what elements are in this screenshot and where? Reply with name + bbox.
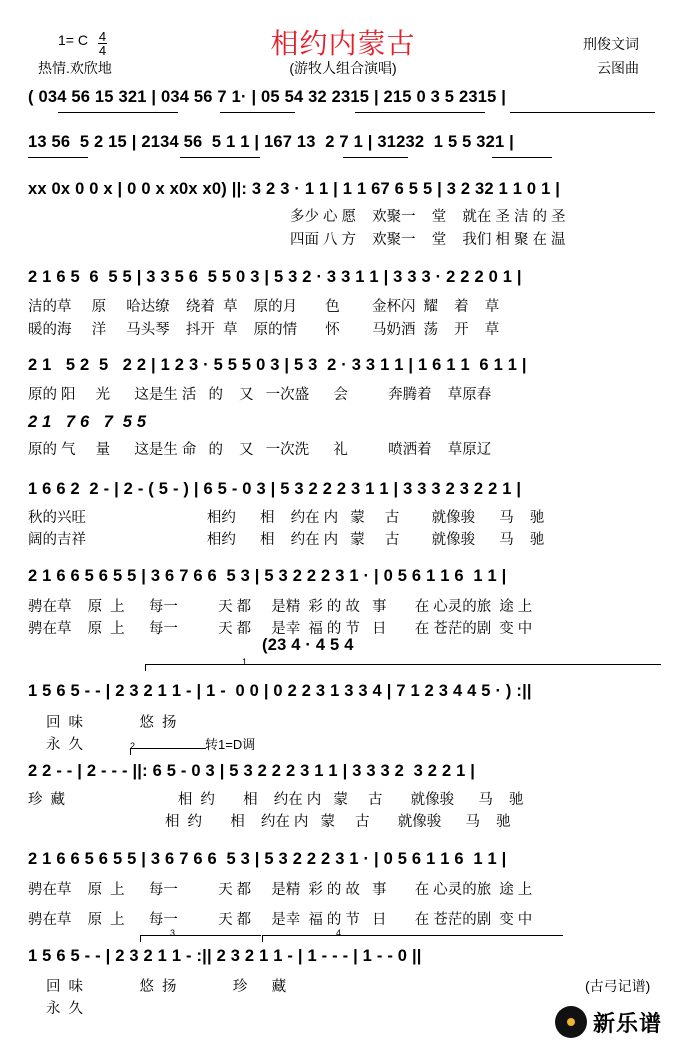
- lyricist-credit: 刑俊文词: [583, 36, 639, 52]
- time-signature-bottom: 4: [98, 43, 107, 58]
- lyric-verse-2: 永 久: [46, 737, 84, 753]
- volta-number: 4: [336, 928, 342, 938]
- beam: [220, 112, 295, 113]
- score-line-6: 1 6 6 2 2 - | 2 - ( 5 - ) | 6 5 - 0 3 | 5 3 2 2 2 3 1 1 | 3 3 3 2 3 2 2 1 |: [28, 480, 522, 498]
- lyric-verse-2: 原的 气 量 这是生 命 的 又 一次洗 礼 喷洒着 草原辽: [28, 442, 492, 458]
- lyric-verse-2: 永 久: [46, 1001, 84, 1017]
- volta-bracket-2: [130, 748, 206, 755]
- logo-text: 新乐谱: [593, 1010, 663, 1036]
- lyric-verse-1: 原的 阳 光 这是生 活 的 又 一次盛 会 奔腾着 草原春: [28, 387, 492, 403]
- score-line-4: 2 1 6 5 6 5 5 | 3 3 5 6 5 5 0 3 | 5 3 2 · 3 3 1 1 | 3 3 3 · 2 2 2 0 1 |: [28, 268, 522, 286]
- score-line-12: 1 5 6 5 - - | 2 3 2 1 1 - :|| 2 3 2 1 1 - | 1 - - - | 1 - - 0 ||: [28, 947, 422, 965]
- site-logo[interactable]: [555, 1002, 681, 1042]
- score-line-10: 2 2 - - | 2 - - - ||: 6 5 - 0 3 | 5 3 2 2 2 3 1 1 | 3 3 3 2 3 2 2 1 |: [28, 762, 476, 780]
- beam: [58, 112, 178, 113]
- volta-bracket-1: [145, 664, 661, 671]
- lyric-verse-2: 骋在草 原 上 每一 天 都 是幸 福 的 节 日 在 苍茫的剧 变 中: [28, 912, 533, 928]
- lyric-verse-1: 回 味 悠 扬 珍 藏: [46, 979, 287, 995]
- beam: [343, 157, 408, 158]
- volta-bracket-3: [140, 935, 261, 942]
- lyric-verse-2: 阔的吉祥 相约 相 约在 内 蒙 古 就像骏 马 驰: [28, 532, 545, 548]
- beam: [28, 157, 88, 158]
- beam: [492, 157, 552, 158]
- lyric-verse-2: 四面 八 方 欢聚一 堂 我们 相 聚 在 温: [290, 232, 566, 248]
- key-change-note: 转1=D调: [205, 737, 256, 752]
- tempo-mood: 热情.欢欣地: [38, 60, 112, 76]
- lyric-verse-1: 骋在草 原 上 每一 天 都 是精 彩 的 故 事 在 心灵的旅 途 上: [28, 599, 533, 615]
- score-line-9: 1 5 6 5 - - | 2 3 2 1 1 - | 1 - 0 0 | 0 2 2 3 1 3 3 4 | 7 1 2 3 4 4 5 · ) :||: [28, 682, 532, 700]
- beam: [510, 112, 655, 113]
- record-disc-icon: [555, 1006, 587, 1038]
- lyric-verse-1: 珍 藏 相 约 相 约在 内 蒙 古 就像骏 马 驰: [28, 792, 524, 808]
- score-line-5b: 2 1 7 6 7 5 5: [28, 413, 147, 431]
- interlude-phrase: (23 4 · 4 5 4: [262, 636, 354, 654]
- score-line-5: 2 1 5 2 5 2 2 | 1 2 3 · 5 5 5 0 3 | 5 3 2 · 3 3 1 1 | 1 6 1 1 6 1 1 |: [28, 356, 527, 374]
- lyric-verse-1: 秋的兴旺 相约 相 约在 内 蒙 古 就像骏 马 驰: [28, 510, 545, 526]
- volta-number: 2: [130, 741, 136, 751]
- score-line-2: 13 56 5 2 15 | 2134 56 5 1 1 | 167 13 2 7 1 | 31232 1 5 5 321 |: [28, 133, 514, 151]
- lyric-verse-1: 骋在草 原 上 每一 天 都 是精 彩 的 故 事 在 心灵的旅 途 上: [28, 882, 533, 898]
- composer-credit: 云图曲: [597, 60, 639, 76]
- score-line-11: 2 1 6 6 5 6 5 5 | 3 6 7 6 6 5 3 | 5 3 2 2 2 3 1 · | 0 5 6 1 1 6 1 1 |: [28, 850, 507, 868]
- volta-bracket-4: [262, 935, 563, 942]
- lyric-verse-1: 洁的草 原 哈达缭 绕着 草 原的月 色 金杯闪 耀 着 草: [28, 299, 500, 315]
- time-signature-top: 4: [98, 29, 107, 44]
- lyric-verse-1: 多少 心 愿 欢聚一 堂 就在 圣 洁 的 圣: [290, 209, 566, 225]
- lyric-verse-2: 相 约 相 约在 内 蒙 古 就像骏 马 驰: [28, 814, 511, 830]
- beam: [355, 112, 485, 113]
- beam: [180, 157, 260, 158]
- key-signature: 1= C: [58, 32, 88, 48]
- song-title: 相约内蒙古: [270, 28, 416, 59]
- volta-number: 1: [242, 657, 248, 667]
- volta-number: 3: [170, 928, 176, 938]
- score-line-7: 2 1 6 6 5 6 5 5 | 3 6 7 6 6 5 3 | 5 3 2 2 2 3 1 · | 0 5 6 1 1 6 1 1 |: [28, 567, 507, 585]
- score-line-1: ( 034 56 15 321 | 034 56 7 1· | 05 54 32 2315 | 215 0 3 5 2315 |: [28, 88, 507, 106]
- lyric-verse-2: 骋在草 原 上 每一 天 都 是幸 福 的 节 日 在 苍茫的剧 变 中: [28, 621, 533, 637]
- song-subtitle: (游牧人组合演唱): [289, 60, 397, 76]
- lyric-verse-1: 回 味 悠 扬: [46, 715, 177, 731]
- lyric-verse-2: 暖的海 洋 马头琴 抖开 草 原的情 怀 马奶酒 荡 开 草: [28, 322, 500, 338]
- score-line-3: xx 0x 0 0 x | 0 0 x x0x x0) ||: 3 2 3 · 1 1 | 1 1 67 6 5 5 | 3 2 32 1 1 0 1 |: [28, 180, 561, 198]
- transcriber-credit: (古弓记谱): [585, 978, 651, 994]
